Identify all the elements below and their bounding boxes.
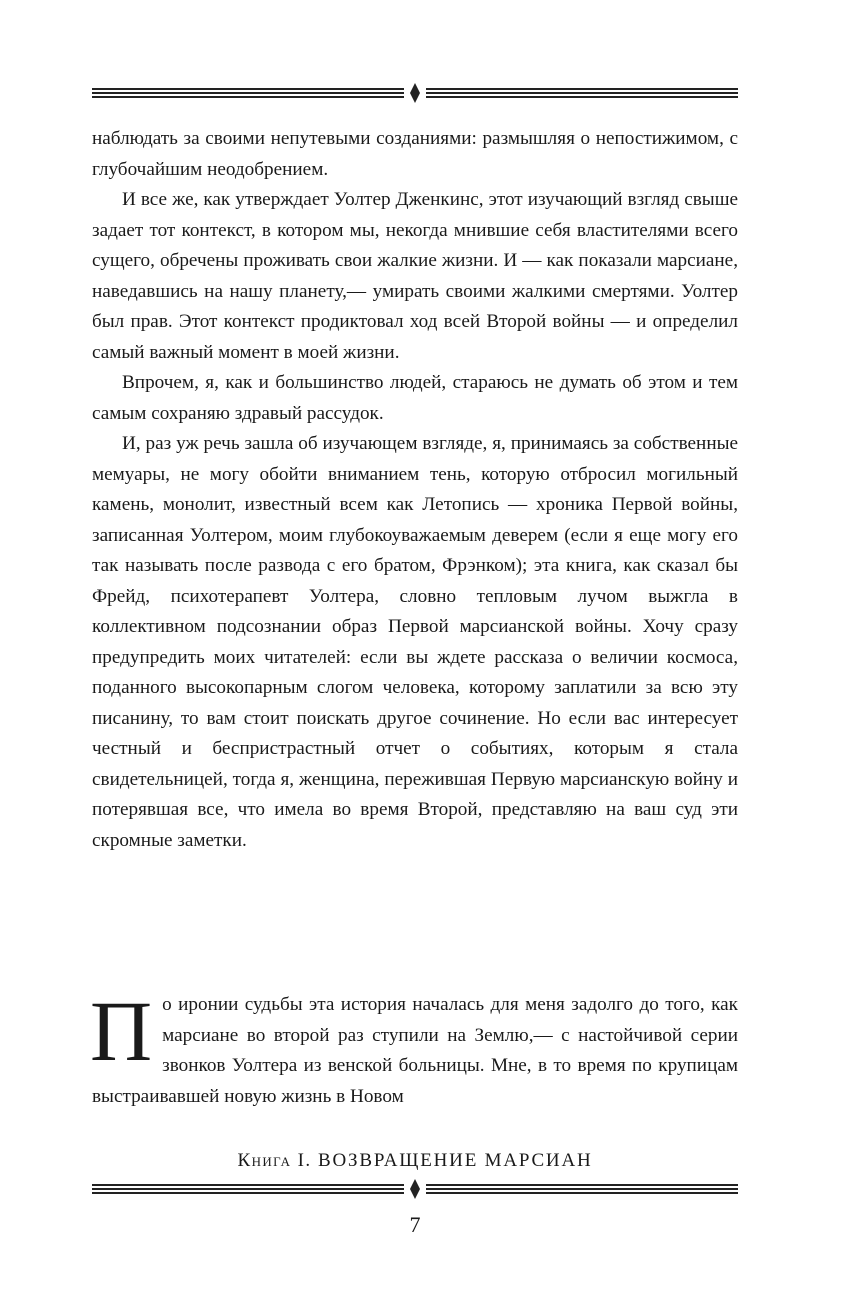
paragraph-1: наблюдать за своими непутевыми созданиями: размышляя о непостижимом, с глубочайшим неодобрением. xyxy=(92,128,738,180)
ornament-diamond-icon xyxy=(408,83,422,103)
top-ornament-rule xyxy=(92,86,738,100)
paragraph-4: И, раз уж речь зашла об изучающем взгляде, я, принимаясь за собственные мемуары, не могу обойти вниманием тень, которую отбросил могильный камень, монолит, известный всем как Летопись — хроника Первой войны, записанная Уолтером, моим глубокоуважаемым деверем (если я еще могу его так называть после развода с его братом, Фрэнком); эта книга, как сказал бы Фрейд, психотерапевт Уолтера, словно тепловым лучом выжгла в коллективном подсознании образ Первой марсианской войны. Хочу сразу предупредить моих читателей: если вы ждете рассказа о величии космоса, поданного высокопарным слогом человека, которому заплатили за всю эту писанину, то вам стоит поискать другое сочинение. Но если вас интересует честный и беспристрастный отчет о событиях, которым я стала свидетельницей, тогда я, женщина, пережившая Первую марсианскую войну и потерявшая все, что имела во время Второй, представляю на ваш суд эти скромные заметки. xyxy=(92,433,738,851)
chapter-opening xyxy=(90,983,738,1112)
page-number: 7 xyxy=(409,1212,421,1237)
ornament-diamond-icon xyxy=(408,1179,422,1199)
top-rule-left-lines xyxy=(92,86,404,100)
bottom-rule-right-lines xyxy=(426,1182,738,1196)
body-text xyxy=(92,124,738,856)
chapter-opening-text: о иронии судьбы эта история началась для меня задолго до того, как марсиане во второй раз ступили на Землю,— с настойчивой серии звонков Уолтера из венской больницы. Мне, в то время по крупицам выстраивавшей новую жизнь в Новом xyxy=(92,994,738,1107)
running-head-book: Книга I. xyxy=(237,1150,312,1171)
top-rule-right-lines xyxy=(426,86,738,100)
bottom-ornament-rule xyxy=(92,1182,738,1196)
running-head-title: ВОЗВРАЩЕНИЕ МАРСИАН xyxy=(318,1150,593,1171)
bottom-rule-left-lines xyxy=(92,1182,404,1196)
drop-cap: П xyxy=(90,983,153,1079)
paragraph-3: Впрочем, я, как и большинство людей, стараюсь не думать об этом и тем самым сохраняю здравый рассудок. xyxy=(92,372,738,424)
running-head xyxy=(92,1150,738,1172)
paragraph-2: И все же, как утверждает Уолтер Дженкинс, этот изучающий взгляд свыше задает тот контекст, в котором мы, некогда мнившие себя властителями всего сущего, обречены проживать свои жалкие жизни. И — как показали марсиане, наведавшись на нашу планету,— умирать своими жалкими смертями. Уолтер был прав. Этот контекст продиктовал ход всей Второй войны — и определил самый важный момент в моей жизни. xyxy=(92,189,738,363)
